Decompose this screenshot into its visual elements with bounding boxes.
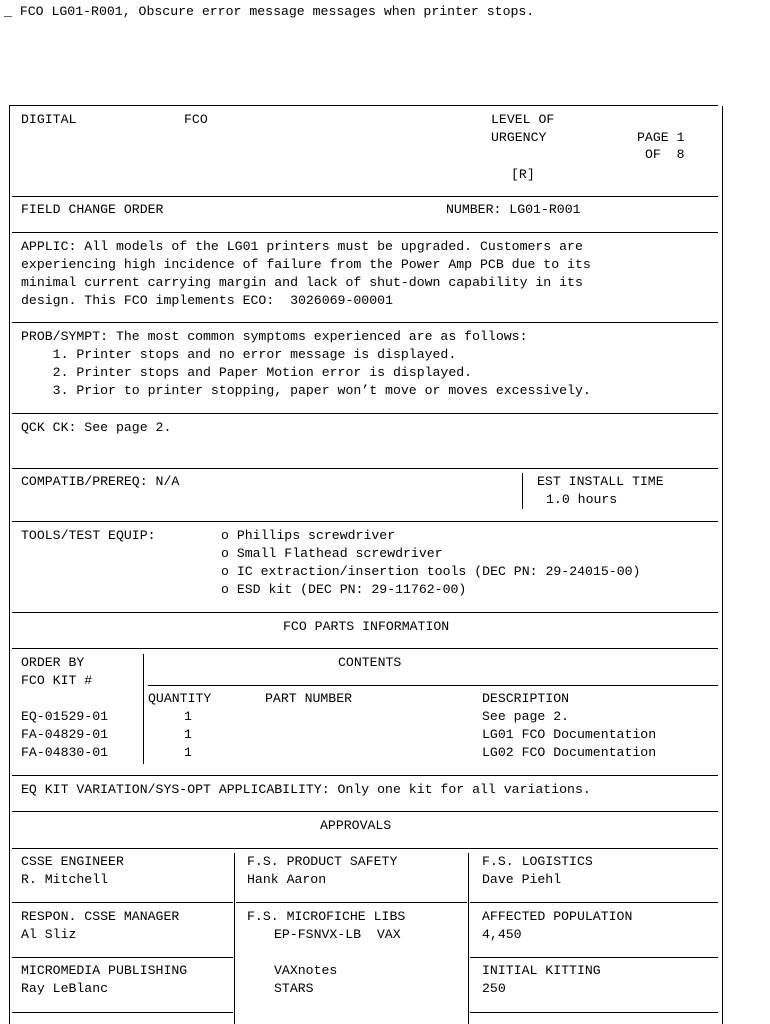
quantity-header: QUANTITY (148, 691, 212, 706)
order-by-label: ORDER BY (21, 655, 85, 670)
parts-row-quantity: 1 (184, 745, 192, 760)
header-digital: DIGITAL (21, 112, 77, 127)
tools-label: TOOLS/TEST EQUIP: (21, 528, 156, 543)
microfiche-value: EP-FSNVX-LB VAX (274, 927, 401, 942)
parts-row-kit: FA-04830-01 (21, 745, 109, 760)
parts-row-description: LG02 FCO Documentation (482, 745, 657, 760)
applic-line-2: experiencing high incidence of failure from the Power Amp PCB due to its (21, 257, 591, 272)
fco-number: NUMBER: LG01-R001 (446, 202, 581, 217)
approvals-column-separator (234, 853, 235, 1024)
csse-engineer-label: CSSE ENGINEER (21, 854, 124, 869)
divider (12, 612, 718, 613)
csse-manager-label: RESPON. CSSE MANAGER (21, 909, 180, 924)
product-safety-label: F.S. PRODUCT SAFETY (247, 854, 398, 869)
tool-item: o Small Flathead screwdriver (221, 546, 443, 561)
affected-population-value: 4,450 (482, 927, 522, 942)
compatib-prereq: COMPATIB/PREREQ: N/A (21, 474, 180, 489)
parts-row-kit: EQ-01529-01 (21, 709, 109, 724)
description-header: DESCRIPTION (482, 691, 570, 706)
micromedia-name: Ray LeBlanc (21, 981, 109, 996)
divider (12, 322, 718, 323)
applic-line-3: minimal current carrying margin and lack of shut-down capability in its (21, 275, 583, 290)
applic-line-4: design. This FCO implements ECO: 3026069-00001 (21, 293, 393, 308)
stars-value: STARS (274, 981, 314, 996)
initial-kitting-label: INITIAL KITTING (482, 963, 601, 978)
field-change-order-label: FIELD CHANGE ORDER (21, 202, 164, 217)
approvals-column-separator (468, 853, 469, 1024)
applic-line-1: APPLIC: All models of the LG01 printers must be upgraded. Customers are (21, 239, 583, 254)
prob-sympt-line-1: PROB/SYMPT: The most common symptoms experienced are as follows: (21, 329, 528, 344)
contents-underline (148, 685, 718, 686)
install-time-value: 1.0 hours (546, 492, 618, 507)
divider (12, 775, 718, 776)
install-time-separator (522, 473, 523, 509)
prob-sympt-line-3: 2. Printer stops and Paper Motion error is displayed. (21, 365, 473, 380)
parts-heading: FCO PARTS INFORMATION (283, 619, 450, 634)
microfiche-label: F.S. MICROFICHE LIBS (247, 909, 406, 924)
logistics-label: F.S. LOGISTICS (482, 854, 593, 869)
quick-check: QCK CK: See page 2. (21, 420, 172, 435)
divider (12, 413, 718, 414)
header-level-of: LEVEL OF (491, 112, 555, 127)
logistics-name: Dave Piehl (482, 872, 562, 887)
divider (12, 648, 718, 649)
divider (12, 521, 718, 522)
header-urgency: URGENCY (491, 130, 547, 145)
parts-row-description: LG01 FCO Documentation (482, 727, 657, 742)
eq-kit-variation: EQ KIT VARIATION/SYS-OPT APPLICABILITY: Only one kit for all variations. (21, 782, 591, 797)
micromedia-label: MICROMEDIA PUBLISHING (21, 963, 188, 978)
tool-item: o Phillips screwdriver (221, 528, 396, 543)
divider (12, 468, 718, 469)
csse-manager-name: Al Sliz (21, 927, 77, 942)
divider (12, 957, 233, 958)
tool-item: o IC extraction/insertion tools (DEC PN: 29-24015-00) (221, 564, 641, 579)
contents-label: CONTENTS (338, 655, 402, 670)
form-top-border (9, 105, 718, 106)
form-right-border (722, 106, 723, 1024)
fco-kit-label: FCO KIT # (21, 673, 93, 688)
document-title: _ FCO LG01-R001, Obscure error message messages when printer stops. (4, 4, 535, 19)
install-time-label: EST INSTALL TIME (537, 474, 664, 489)
initial-kitting-value: 250 (482, 981, 506, 996)
part-number-header: PART NUMBER (265, 691, 353, 706)
header-page-of: OF 8 (645, 147, 685, 162)
prob-sympt-line-4: 3. Prior to printer stopping, paper won’t move or moves excessively. (21, 383, 591, 398)
form-left-border (9, 106, 10, 1024)
parts-row-quantity: 1 (184, 727, 192, 742)
parts-row-quantity: 1 (184, 709, 192, 724)
header-fco: FCO (184, 112, 208, 127)
divider (236, 902, 467, 903)
divider (12, 1012, 233, 1013)
csse-engineer-name: R. Mitchell (21, 872, 109, 887)
parts-row-description: See page 2. (482, 709, 570, 724)
divider (12, 811, 718, 812)
divider (12, 196, 718, 197)
tool-item: o ESD kit (DEC PN: 29-11762-00) (221, 582, 467, 597)
divider (470, 902, 718, 903)
prob-sympt-line-2: 1. Printer stops and no error message is displayed. (21, 347, 457, 362)
parts-column-separator (143, 654, 144, 764)
divider (12, 232, 718, 233)
divider (12, 848, 718, 849)
divider (470, 1012, 718, 1013)
parts-row-kit: FA-04829-01 (21, 727, 109, 742)
affected-population-label: AFFECTED POPULATION (482, 909, 633, 924)
header-urgency-code: [R] (511, 167, 535, 182)
vaxnotes-value: VAXnotes (274, 963, 338, 978)
header-page: PAGE 1 (637, 130, 685, 145)
product-safety-name: Hank Aaron (247, 872, 327, 887)
divider (470, 957, 718, 958)
approvals-heading: APPROVALS (320, 818, 392, 833)
divider (12, 902, 233, 903)
